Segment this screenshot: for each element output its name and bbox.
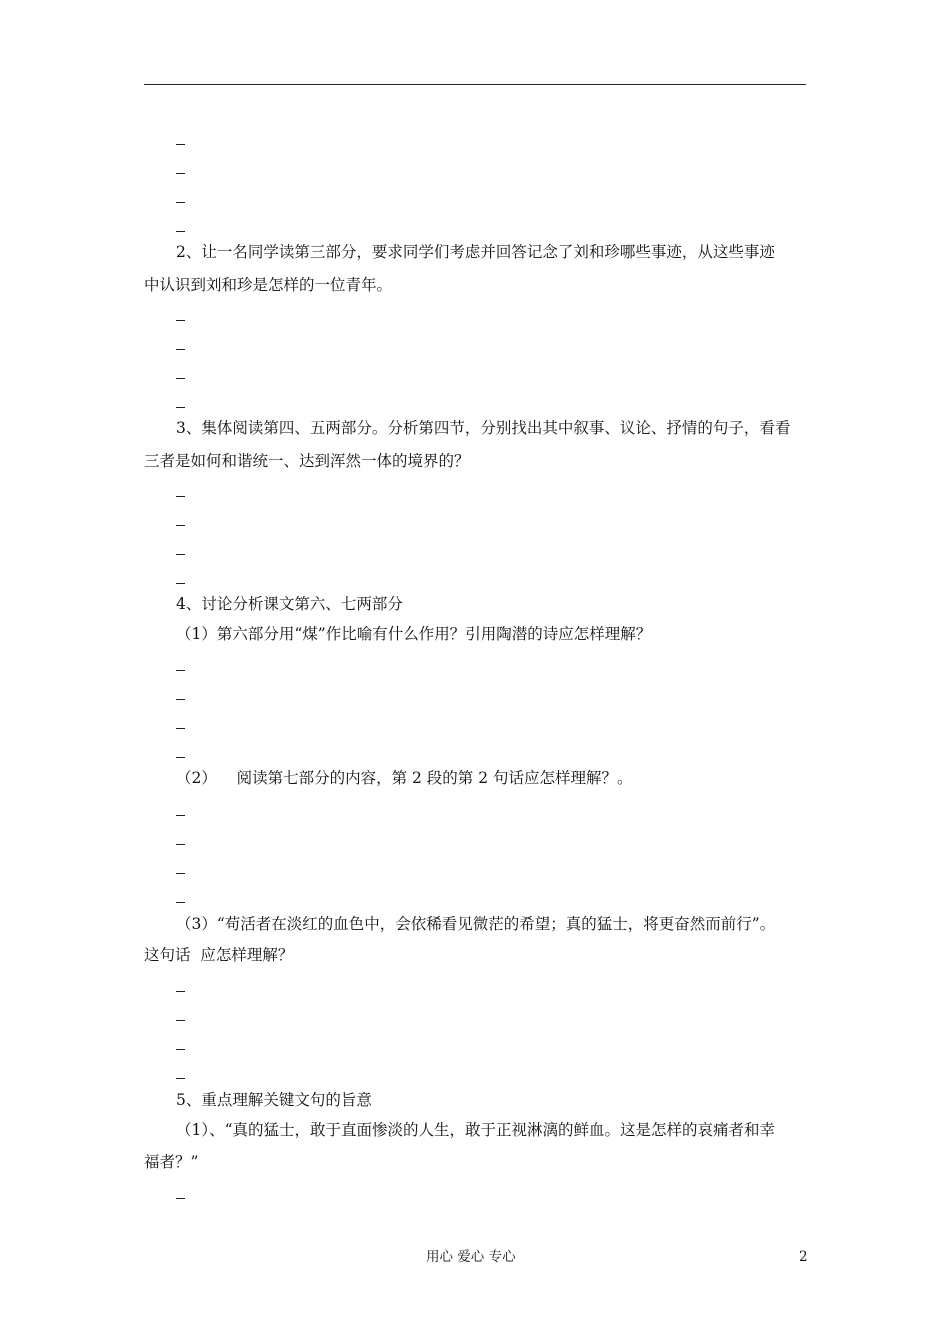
answer-blank-line bbox=[176, 1020, 185, 1021]
answer-blank-line bbox=[176, 699, 185, 700]
answer-blank-line bbox=[176, 496, 185, 497]
question-4-title: 4、讨论分析课文第六、七两部分 bbox=[176, 595, 403, 613]
answer-blank-line bbox=[176, 815, 185, 816]
answer-blank-line bbox=[176, 844, 185, 845]
answer-blank-line bbox=[176, 1049, 185, 1050]
answer-blank-line bbox=[176, 349, 185, 350]
question-2-line-2: 中认识到刘和珍是怎样的一位青年。 bbox=[144, 276, 393, 294]
answer-blank-line bbox=[176, 231, 185, 232]
answer-blank-line bbox=[176, 583, 185, 584]
question-3-line-2: 三者是如何和谐统一、达到浑然一体的境界的？ bbox=[144, 452, 470, 470]
question-4-sub-2: （2） 阅读第七部分的内容，第 2 段的第 2 句话应怎样理解？。 bbox=[176, 769, 633, 787]
answer-blank-line bbox=[176, 554, 185, 555]
answer-blank-line bbox=[176, 407, 185, 408]
answer-blank-line bbox=[176, 728, 185, 729]
question-2-line-1: 2、让一名同学读第三部分，要求同学们考虑并回答记念了刘和珍哪些事迹，从这些事迹 bbox=[176, 243, 775, 261]
answer-blank-line bbox=[176, 173, 185, 174]
answer-blank-line bbox=[176, 144, 185, 145]
answer-blank-line bbox=[176, 1078, 185, 1079]
answer-blank-line bbox=[176, 320, 185, 321]
question-5-title: 5、重点理解关键文句的旨意 bbox=[176, 1091, 372, 1109]
question-3-line-1: 3、集体阅读第四、五两部分。分析第四节，分别找出其中叙事、议论、抒情的句子，看看 bbox=[176, 419, 791, 437]
answer-blank-line bbox=[176, 902, 185, 903]
question-5-sub-1-line-2: 福者？” bbox=[144, 1153, 199, 1171]
answer-blank-line bbox=[176, 1198, 185, 1199]
question-5-sub-1-line-1: （1）、“真的猛士，敢于直面惨淡的人生，敢于正视淋漓的鲜血。这是怎样的哀痛者和幸 bbox=[176, 1121, 776, 1139]
answer-blank-line bbox=[176, 991, 185, 992]
header-rule bbox=[144, 84, 806, 85]
question-4-sub-1: （1）第六部分用“煤”作比喻有什么作用？引用陶潜的诗应怎样理解？ bbox=[176, 625, 652, 643]
question-4-sub-3-line-1: （3）“苟活者在淡红的血色中，会依稀看见微茫的希望；真的猛士，将更奋然而前行”。 bbox=[176, 915, 776, 933]
question-4-sub-3-line-2: 这句话 应怎样理解？ bbox=[144, 946, 294, 964]
answer-blank-line bbox=[176, 757, 185, 758]
answer-blank-line bbox=[176, 202, 185, 203]
answer-blank-line bbox=[176, 378, 185, 379]
page-number: 2 bbox=[799, 1249, 808, 1265]
answer-blank-line bbox=[176, 670, 185, 671]
answer-blank-line bbox=[176, 873, 185, 874]
answer-blank-line bbox=[176, 525, 185, 526]
footer-slogan: 用心 爱心 专心 bbox=[426, 1249, 516, 1265]
